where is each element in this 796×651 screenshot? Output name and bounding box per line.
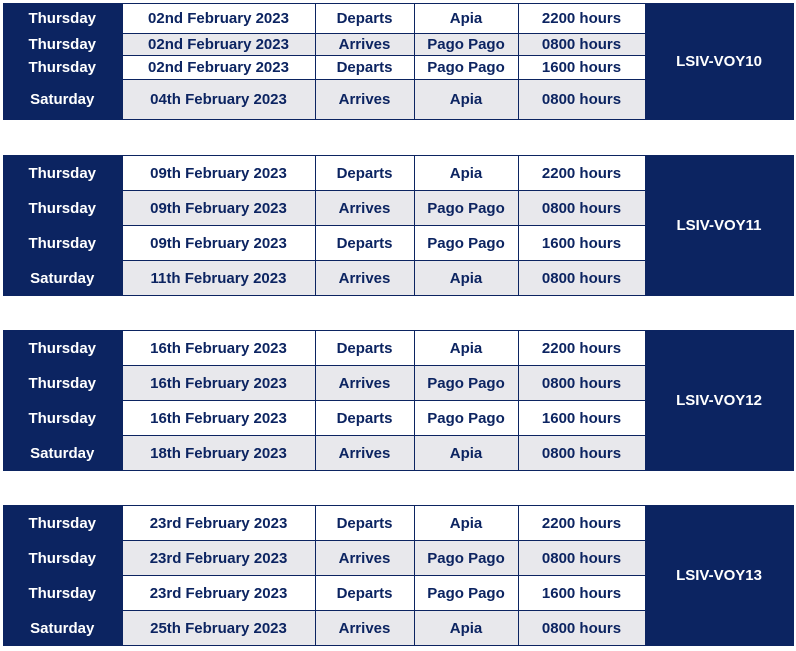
voyage-code: LSIV-VOY12 [645,331,793,471]
voyage-code: LSIV-VOY13 [645,506,793,646]
action-cell: Arrives [315,541,414,576]
date-cell: 16th February 2023 [122,331,315,366]
port-cell: Pago Pago [414,226,518,261]
time-cell: 0800 hours [518,611,645,646]
port-cell: Pago Pago [414,34,518,56]
port-cell: Pago Pago [414,191,518,226]
date-cell: 23rd February 2023 [122,541,315,576]
day-cell: Thursday [3,541,122,576]
action-cell: Arrives [315,366,414,401]
day-cell: Thursday [3,401,122,436]
date-cell: 09th February 2023 [122,226,315,261]
action-cell: Departs [315,4,414,34]
schedule-row [3,331,793,366]
time-cell: 0800 hours [518,261,645,296]
day-cell: Thursday [3,506,122,541]
schedule-row [3,156,793,191]
time-cell: 0800 hours [518,80,645,120]
date-cell: 16th February 2023 [122,401,315,436]
port-cell: Pago Pago [414,366,518,401]
time-cell: 0800 hours [518,541,645,576]
time-cell: 2200 hours [518,156,645,191]
port-cell: Apia [414,436,518,471]
voyage-code: LSIV-VOY10 [645,4,793,120]
date-cell: 02nd February 2023 [122,34,315,56]
day-cell: Saturday [3,436,122,471]
day-cell: Saturday [3,611,122,646]
time-cell: 2200 hours [518,4,645,34]
time-cell: 0800 hours [518,34,645,56]
date-cell: 02nd February 2023 [122,4,315,34]
port-cell: Apia [414,80,518,120]
time-cell: 0800 hours [518,436,645,471]
day-cell: Saturday [3,80,122,120]
day-cell: Thursday [3,191,122,226]
voyage-table-4 [3,505,794,646]
day-cell: Thursday [3,331,122,366]
port-cell: Pago Pago [414,541,518,576]
date-cell: 25th February 2023 [122,611,315,646]
date-cell: 09th February 2023 [122,191,315,226]
day-cell: Thursday [3,156,122,191]
date-cell: 11th February 2023 [122,261,315,296]
action-cell: Arrives [315,261,414,296]
time-cell: 1600 hours [518,56,645,80]
schedule-row [3,4,793,34]
action-cell: Departs [315,56,414,80]
date-cell: 18th February 2023 [122,436,315,471]
time-cell: 1600 hours [518,401,645,436]
action-cell: Arrives [315,34,414,56]
port-cell: Apia [414,331,518,366]
action-cell: Arrives [315,436,414,471]
time-cell: 1600 hours [518,226,645,261]
date-cell: 09th February 2023 [122,156,315,191]
action-cell: Departs [315,506,414,541]
time-cell: 0800 hours [518,191,645,226]
date-cell: 23rd February 2023 [122,576,315,611]
port-cell: Apia [414,506,518,541]
action-cell: Arrives [315,191,414,226]
action-cell: Departs [315,156,414,191]
voyage-table-1 [3,3,794,120]
time-cell: 0800 hours [518,366,645,401]
date-cell: 23rd February 2023 [122,506,315,541]
date-cell: 02nd February 2023 [122,56,315,80]
voyage-code: LSIV-VOY11 [645,156,793,296]
day-cell: Thursday [3,4,122,34]
action-cell: Departs [315,401,414,436]
action-cell: Departs [315,576,414,611]
port-cell: Apia [414,156,518,191]
action-cell: Arrives [315,611,414,646]
action-cell: Departs [315,331,414,366]
action-cell: Departs [315,226,414,261]
time-cell: 2200 hours [518,331,645,366]
port-cell: Pago Pago [414,401,518,436]
day-cell: Thursday [3,226,122,261]
port-cell: Apia [414,611,518,646]
day-cell: Saturday [3,261,122,296]
time-cell: 2200 hours [518,506,645,541]
date-cell: 16th February 2023 [122,366,315,401]
date-cell: 04th February 2023 [122,80,315,120]
port-cell: Pago Pago [414,576,518,611]
voyage-table-2 [3,155,794,296]
port-cell: Apia [414,4,518,34]
day-cell: Thursday [3,34,122,56]
day-cell: Thursday [3,576,122,611]
schedule-row [3,506,793,541]
voyage-table-3 [3,330,794,471]
port-cell: Apia [414,261,518,296]
port-cell: Pago Pago [414,56,518,80]
day-cell: Thursday [3,56,122,80]
time-cell: 1600 hours [518,576,645,611]
day-cell: Thursday [3,366,122,401]
action-cell: Arrives [315,80,414,120]
